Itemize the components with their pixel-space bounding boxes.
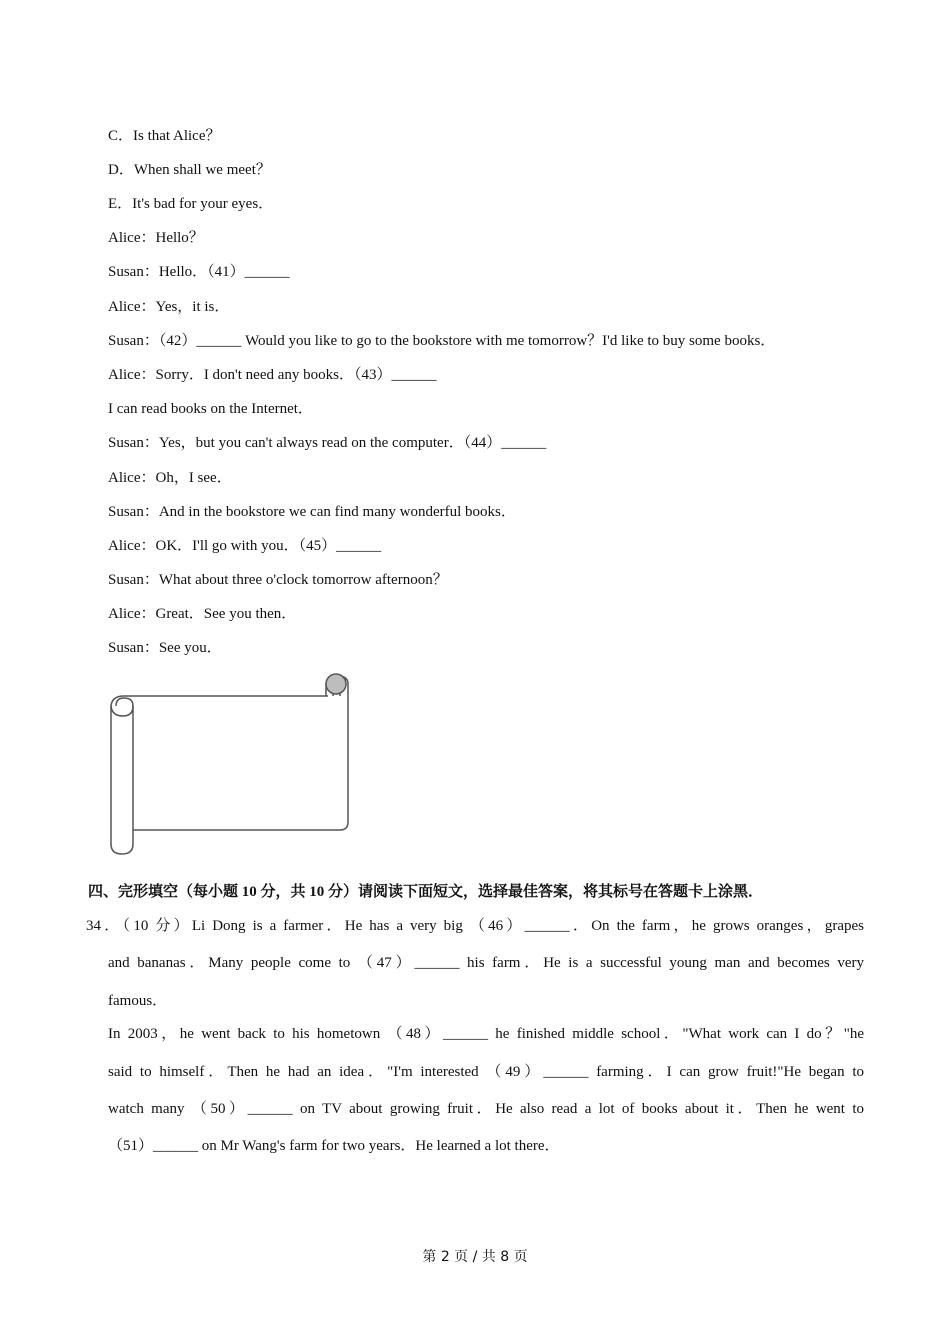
page-footer: 第 2 页 / 共 8 页 bbox=[422, 1249, 528, 1265]
dialogue-line: Susan：Hello．（41）______ bbox=[108, 264, 290, 280]
section-heading: 四、完形填空（每小题 10 分，共 10 分）请阅读下面短文，选择最佳答案，将其标号在答题卡上涂黑． bbox=[88, 884, 764, 900]
dialogue-line: Alice：Yes，it is． bbox=[108, 299, 230, 315]
dialogue-line: Susan：What about three o'clock tomorrow afternoon？ bbox=[108, 572, 448, 588]
passage-p2-line1: In 2003，he went back to his hometown （48）______ he finished middle school．"What work can I do？"he bbox=[108, 1026, 864, 1042]
dialogue-line: Alice：Sorry．I don't need any books．（43）______ bbox=[108, 367, 437, 383]
dialogue-line: Alice：OK．I'll go with you．（45）______ bbox=[108, 538, 382, 554]
option-c: C．Is that Alice？ bbox=[108, 128, 221, 144]
dialogue-line: Susan：（42）______ Would you like to go to the bookstore with me tomorrow？I'd like to buy some books． bbox=[108, 333, 776, 349]
passage-p2-line4: （51）______ on Mr Wang's farm for two years．He learned a lot there． bbox=[108, 1138, 560, 1154]
option-e: E．It's bad for your eyes． bbox=[108, 196, 274, 212]
dialogue-line: Alice：Hello？ bbox=[108, 230, 204, 246]
option-d: D．When shall we meet？ bbox=[108, 162, 271, 178]
dialogue-line: I can read books on the Internet． bbox=[108, 401, 313, 417]
dialogue-line: Susan：See you． bbox=[108, 640, 222, 656]
scroll-roll-end bbox=[326, 674, 346, 694]
dialogue-line: Susan：Yes，but you can't always read on the computer．（44）______ bbox=[108, 435, 547, 451]
passage-p1-line3: famous． bbox=[108, 993, 168, 1009]
passage-p1-line2: and bananas．Many people come to （47）______ his farm．He is a successful young man and becomes very bbox=[108, 955, 864, 971]
dialogue-line: Susan：And in the bookstore we can find many wonderful books． bbox=[108, 504, 516, 520]
dialogue-line: Alice：Great．See you then． bbox=[108, 606, 297, 622]
passage-p2-line3: watch many （50）______ on TV about growing fruit．He also read a lot of books about it．Then he went to bbox=[108, 1101, 864, 1117]
scroll-illustration bbox=[106, 668, 356, 858]
dialogue-line: Alice：Oh，I see． bbox=[108, 470, 232, 486]
passage-p1-line1: 34．（10 分）Li Dong is a farmer．He has a very big （46）______．On the farm，he grows oranges，grapes bbox=[86, 918, 864, 934]
passage-p2-line2: said to himself．Then he had an idea．"I'm interested （49）______ farming．I can grow fruit!"He began to bbox=[108, 1064, 864, 1080]
